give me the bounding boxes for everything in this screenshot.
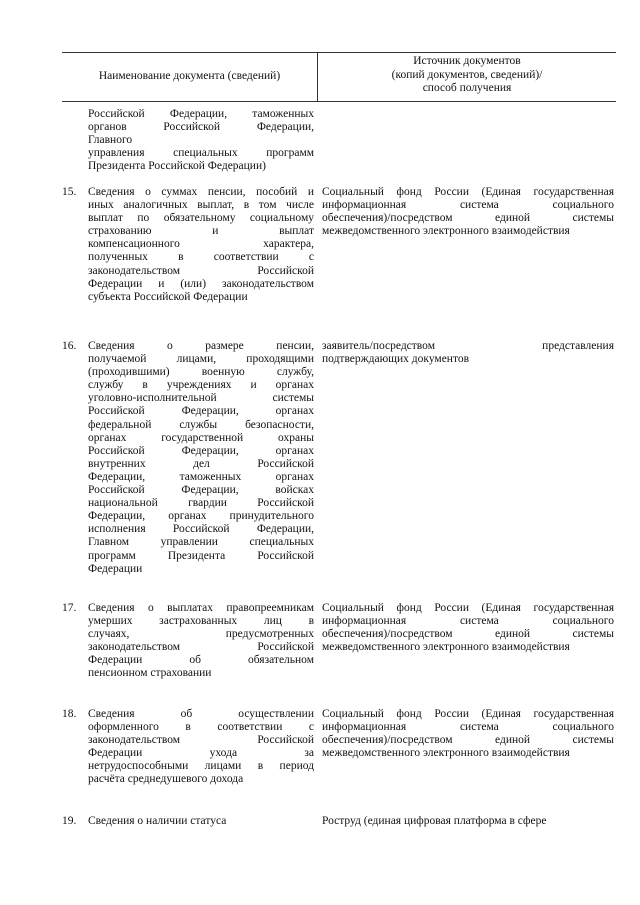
name-line: программ Президента Российской <box>88 549 314 562</box>
row-number: 19. <box>62 815 77 827</box>
header-name-label: Наименование документа (сведений) <box>98 70 281 82</box>
row-source-cell <box>322 602 614 654</box>
name-line: Федерации об обязательном <box>88 654 314 667</box>
name-line: Сведения о суммах пенсии, пособий и <box>88 186 314 198</box>
name-line: Российской Федерации, органах <box>88 444 314 457</box>
source-line: межведомственного электронного взаимодействия <box>322 225 570 238</box>
header-source-column <box>318 55 616 96</box>
name-line: Федерации <box>88 562 143 575</box>
name-line: (проходившими) военную службу, <box>88 366 314 379</box>
name-line: выплат по обязательному социальному <box>88 212 314 225</box>
name-line: Сведения об осуществлении <box>88 708 314 720</box>
row-number: 16. <box>62 340 77 352</box>
name-line: компенсационного характера, <box>88 238 314 251</box>
name-line: оформленного в соответствии с <box>88 721 314 734</box>
row-source-cell <box>322 708 614 760</box>
source-line: информационная система социального <box>322 199 614 212</box>
name-line: законодательством Российской <box>88 641 314 654</box>
header-source-line: Источник документов <box>413 55 521 67</box>
header-source-line: способ получения <box>422 82 512 94</box>
name-line: уголовно-исполнительной системы <box>88 392 314 405</box>
name-line: законодательством Российской <box>88 734 314 747</box>
name-line: Федерации ухода за <box>88 747 314 760</box>
row-name-cell <box>88 815 314 828</box>
name-line: нетрудоспособными лицами в период <box>88 760 314 773</box>
name-line: Федерации и (или) законодательством <box>88 277 314 290</box>
row-name-cell <box>88 108 314 173</box>
row-name-cell <box>88 186 314 304</box>
source-line: Социальный фонд России (Единая государственная <box>322 186 614 198</box>
name-line: Сведения о размере пенсии, <box>88 340 314 352</box>
source-line: заявитель/посредством представления <box>322 340 614 352</box>
source-line: информационная система социального <box>322 615 614 628</box>
row-number: 18. <box>62 708 77 720</box>
source-line: информационная система социального <box>322 721 614 734</box>
name-line: федеральной службы безопасности, <box>88 418 314 431</box>
name-line: Российской Федерации, таможенных <box>88 108 314 120</box>
name-line: страхованию и выплат <box>88 225 314 238</box>
name-line: расчёта среднедушевого дохода <box>88 773 244 786</box>
name-line: Российской Федерации, войсках <box>88 484 314 497</box>
source-line: обеспечения)/посредством единой системы <box>322 734 614 747</box>
header-source-line: (копий документов, сведений)/ <box>391 68 543 81</box>
name-line: Главном управлении специальных <box>88 536 314 549</box>
source-line: Социальный фонд России (Единая государственная <box>322 708 614 720</box>
source-line: обеспечения)/посредством единой системы <box>322 212 614 225</box>
source-line: Социальный фонд России (Единая государственная <box>322 602 614 614</box>
row-name-cell <box>88 340 314 576</box>
source-line: обеспечения)/посредством единой системы <box>322 628 614 641</box>
name-line: органах государственной охраны <box>88 431 314 444</box>
name-line: субъекта Российской Федерации <box>88 290 248 303</box>
row-name-cell <box>88 708 314 787</box>
name-line: службу в учреждениях и органах <box>88 379 314 392</box>
name-line: полученных в соответствии с <box>88 251 314 264</box>
row-source-cell <box>322 340 614 366</box>
name-line: получаемой лицами, проходящими <box>88 353 314 366</box>
name-line: Президента Российской Федерации) <box>88 160 266 173</box>
name-line: случаях, предусмотренных <box>88 628 314 641</box>
name-line: Сведения о наличии статуса <box>88 815 227 827</box>
source-line: межведомственного электронного взаимодействия <box>322 641 570 654</box>
name-line: Российской Федерации, органах <box>88 405 314 418</box>
name-line: Сведения о выплатах правопреемникам <box>88 602 314 614</box>
name-line: Главного <box>88 134 133 147</box>
source-line: подтверждающих документов <box>322 353 470 366</box>
row-source-cell <box>322 186 614 238</box>
row-number: 15. <box>62 186 77 198</box>
name-line: иных аналогичных выплат, в том числе <box>88 199 314 212</box>
name-line: Федерации, таможенных органах <box>88 470 314 483</box>
table-header-bottom-rule <box>62 101 616 102</box>
row-name-cell <box>88 602 314 681</box>
name-line: Федерации, органах принудительного <box>88 510 314 523</box>
name-line: национальной гвардии Российской <box>88 497 314 510</box>
name-line: внутренних дел Российской <box>88 457 314 470</box>
name-line: умерших застрахованных лиц в <box>88 615 314 628</box>
source-line: Роструд (единая цифровая платформа в сфере <box>322 815 547 827</box>
name-line: законодательством Российской <box>88 264 314 277</box>
row-source-cell <box>322 815 614 828</box>
name-line: органов Российской Федерации, <box>88 121 314 134</box>
name-line: исполнения Российской Федерации, <box>88 523 314 536</box>
source-line: межведомственного электронного взаимодействия <box>322 747 570 760</box>
name-line: управления специальных программ <box>88 147 314 160</box>
header-name-column <box>62 52 317 100</box>
name-line: пенсионном страховании <box>88 667 212 680</box>
row-number: 17. <box>62 602 77 614</box>
